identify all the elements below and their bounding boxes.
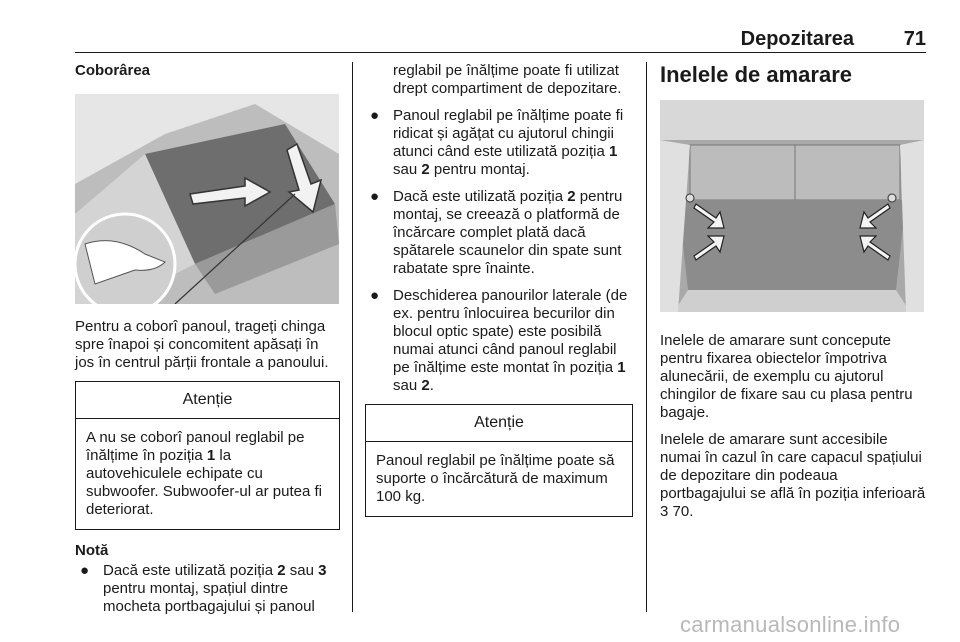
page-header — [75, 28, 926, 53]
page-number: 71 — [903, 28, 926, 50]
bullet-icon: ● — [370, 107, 380, 124]
lashing-eyes-access: Inelele de amarare sunt accesibile numai în cazul în care capacul spațiului de depozitare din podeaua portbagajului se află în poziția inferioară 3 70. — [660, 431, 926, 520]
watermark: carmanualsonline.info — [680, 612, 901, 637]
bullet-icon: ● — [80, 562, 90, 579]
warning-title: Atenție — [366, 405, 632, 442]
column-divider-left — [352, 62, 353, 612]
column-1 — [75, 62, 340, 625]
warning-box-load — [365, 404, 633, 517]
column-2 — [365, 62, 633, 529]
section-title-lashing-eyes: Inelele de amarare — [660, 62, 853, 87]
bullet-side-panels: ● Deschiderea panourilor laterale (de ex. pentru înlocuirea becurilor din blocul optic spate) este posibilă numai atunci când panoul reglabil pe înălțime este montat în poziția 1 sau 2. — [370, 287, 628, 394]
bullet-flat-platform: ● Dacă este utilizată poziția 2 pentru montaj, se creează o platformă de încărcare complet plată dacă spătarele scaunelor din spate sunt rabatate spre înainte. — [370, 188, 623, 277]
header-title: Depozitarea — [740, 28, 854, 50]
lowering-instructions: Pentru a coborî panoul, trageți chinga spre înapoi și concomitent apăsați în jos în centrul părții frontale a panoului. — [75, 318, 329, 371]
warning-text: A nu se coborî panoul reglabil pe înălțime în poziția 1 la autovehiculele echipate cu subwoofer. Subwoofer-ul ar putea fi deteriorat. — [86, 429, 322, 518]
warning-box-subwoofer — [75, 381, 340, 530]
column-divider-right — [646, 62, 647, 612]
panel-lowering-illustration — [75, 94, 339, 304]
page-reference-icon: 3 — [660, 503, 669, 520]
note-title: Notă — [75, 542, 109, 559]
subtitle-lowering: Coborârea — [75, 62, 151, 79]
warning-text: Panoul reglabil pe înălțime poate să suporte o încărcătură de maximum 100 kg. — [376, 452, 615, 505]
bullet-continuation: reglabil pe înălțime poate fi utilizat drept compartiment de depozitare. — [393, 62, 622, 97]
warning-title: Atenție — [76, 382, 339, 419]
lashing-eyes-illustration — [660, 100, 924, 312]
lashing-eyes-purpose: Inelele de amarare sunt concepute pentru fixarea obiectelor împotriva alunecării, de exemplu cu ajutorul chingilor de fixare sau cu plasa pentru bagaje. — [660, 332, 913, 421]
column-3 — [660, 62, 926, 530]
bullet-icon: ● — [370, 287, 380, 304]
bullet-raise-panel: ● Panoul reglabil pe înălțime poate fi ridicat și agățat cu ajutorul chingii atunci când este utilizată poziția 1 sau 2 pentru montaj. — [370, 107, 624, 178]
bullet-icon: ● — [370, 188, 380, 205]
note-bullet: ● Dacă este utilizată poziția 2 sau 3 pentru montaj, spațiul dintre mocheta portbagajului și panoul — [80, 562, 327, 615]
